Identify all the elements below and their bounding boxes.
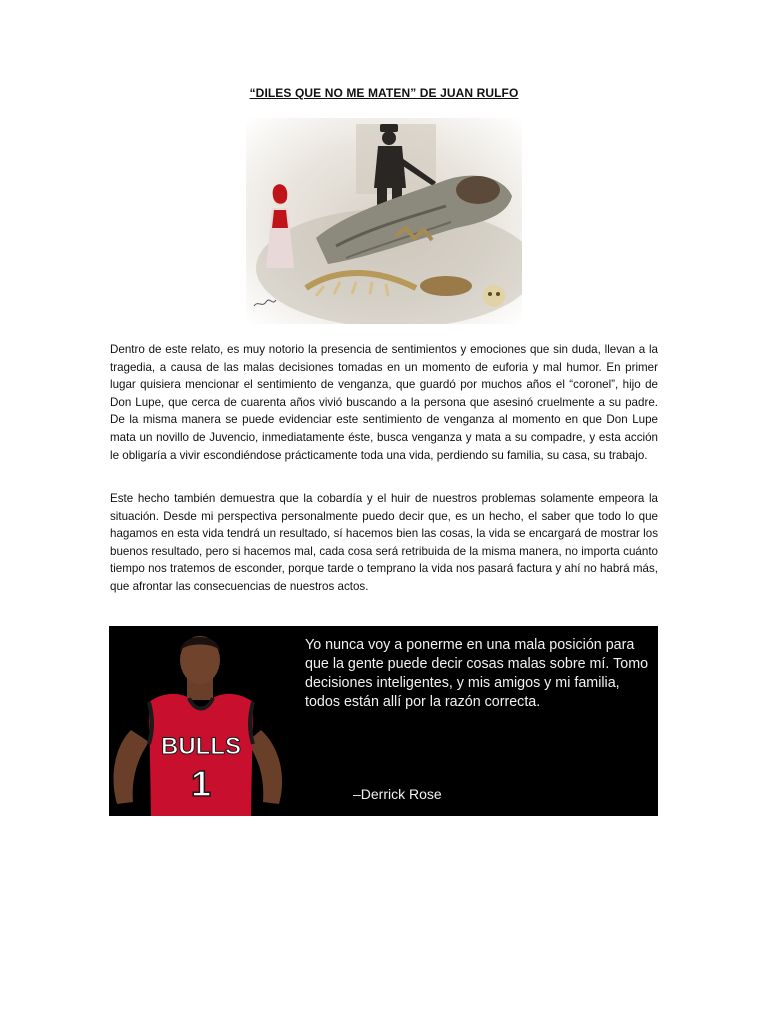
quote-image: [109, 626, 658, 816]
paragraph-2: Este hecho también demuestra que la cobardía y el huir de nuestros problemas solamente empeora la situación. Desde mi perspectiva personalmente puedo decir que, es un hecho, el saber que todo lo que hagamos en esta vida tendrá un resultado, sí hacemos bien las cosas, la vida se encargará de mostrar los buenos resultado, pero si hacemos mal, cada cosa será retribuida de la misma manera, no importa cuánto tiempo nos tratemos de esconder, porque tarde o temprano la vida nos pasará factura y ahí no habrá más, que afrontar las consecuencias de nuestros actos.: [110, 492, 658, 593]
illustration-drawing: [246, 118, 522, 324]
paragraph-1: Dentro de este relato, es muy notorio la presencia de sentimientos y emociones que sin duda, llevan a la tragedia, a causa de las malas decisiones tomadas en un momento de euforia y mal humor. En primer lugar quisiera mencionar el sentimiento de venganza, que guardó por muchos años el “coronel”, hijo de Don Lupe, que cerca de cuarenta años vivió buscando a la persona que asesinó cruelmente a su padre. De la misma manera se puede evidenciar este sentimiento de venganza al momento en que Don Lupe mata un novillo de Juvencio, inmediatamente éste, busca venganza y mata a su compadre, y esta acción le obligaría a vivir escondiéndose prácticamente toda una vida, perdiendo su familia, su casa, su trabajo.: [110, 343, 658, 462]
document-title: “DILES QUE NO ME MATEN” DE JUAN RULFO: [249, 86, 519, 100]
quote-author: –Derrick Rose: [353, 786, 442, 802]
story-illustration: [246, 118, 522, 324]
jersey-team-text: BULLS: [161, 733, 241, 760]
jersey-number-text: 1: [190, 763, 212, 804]
quote-text: Yo nunca voy a ponerme en una mala posición para que la gente puede decir cosas malas sobre mí. Tomo decisiones inteligentes, y mis amigos y mi familia, todos están allí por la razón correcta.: [305, 637, 649, 710]
player-photo: [109, 626, 299, 816]
